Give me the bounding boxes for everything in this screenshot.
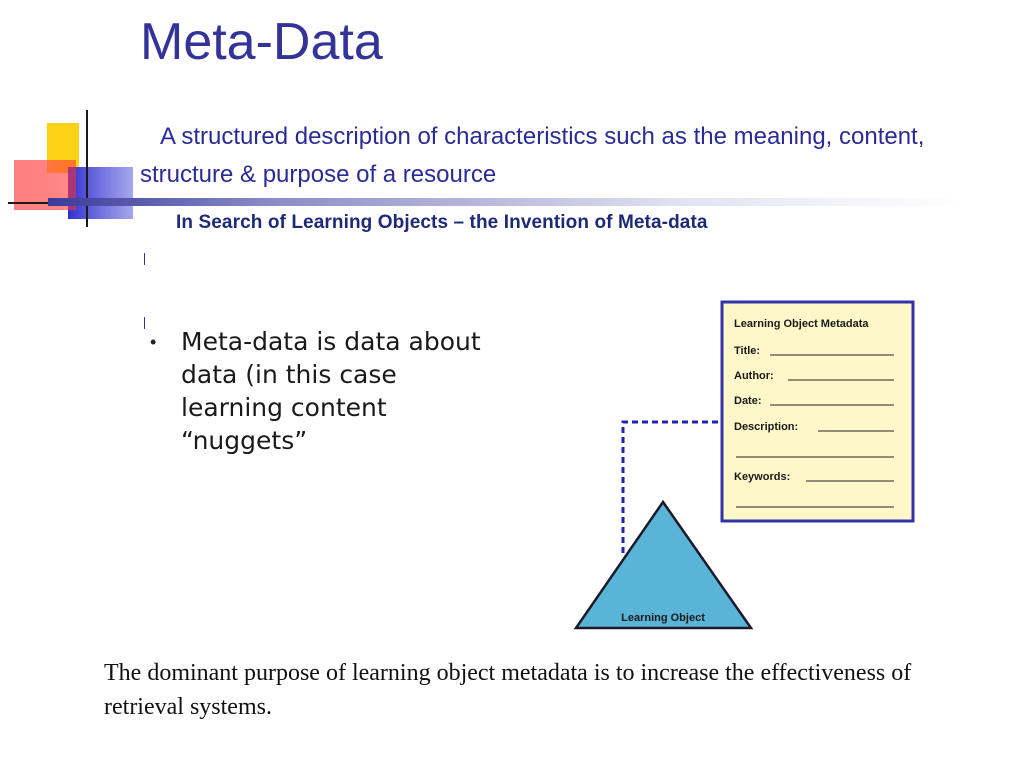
- metadata-card: [722, 302, 913, 521]
- metadata-field-label: Date:: [734, 395, 762, 407]
- bullet-text: Meta-data is data about data (in this case learning content “nuggets”: [181, 327, 481, 455]
- metadata-field-label: Title:: [734, 345, 761, 357]
- decorative-ornament: [0, 105, 160, 230]
- bullet-marker: •: [150, 332, 157, 352]
- metadata-field-label: Author:: [734, 370, 774, 382]
- learning-object-label: Learning Object: [621, 612, 705, 624]
- metadata-field-label: Description:: [734, 421, 799, 433]
- title-divider: [48, 198, 963, 206]
- slide-subtitle: A structured description of characteristics such as the meaning, content, structure & purpose of a resource: [140, 123, 925, 188]
- stray-bullet-mark: [144, 253, 145, 265]
- footer-text: The dominant purpose of learning object metadata is to increase the effectiveness of retrieval systems.: [104, 660, 912, 720]
- embedded-image-heading: In Search of Learning Objects – the Invention of Meta-data: [176, 212, 708, 233]
- stray-bullet-mark: [144, 317, 145, 329]
- ornament-blue-square: [68, 167, 133, 219]
- metadata-diagram: [560, 295, 930, 640]
- slide-title: Meta-Data: [140, 13, 383, 71]
- metadata-card-heading: Learning Object Metadata: [734, 318, 869, 330]
- metadata-field-label: Keywords:: [734, 471, 791, 483]
